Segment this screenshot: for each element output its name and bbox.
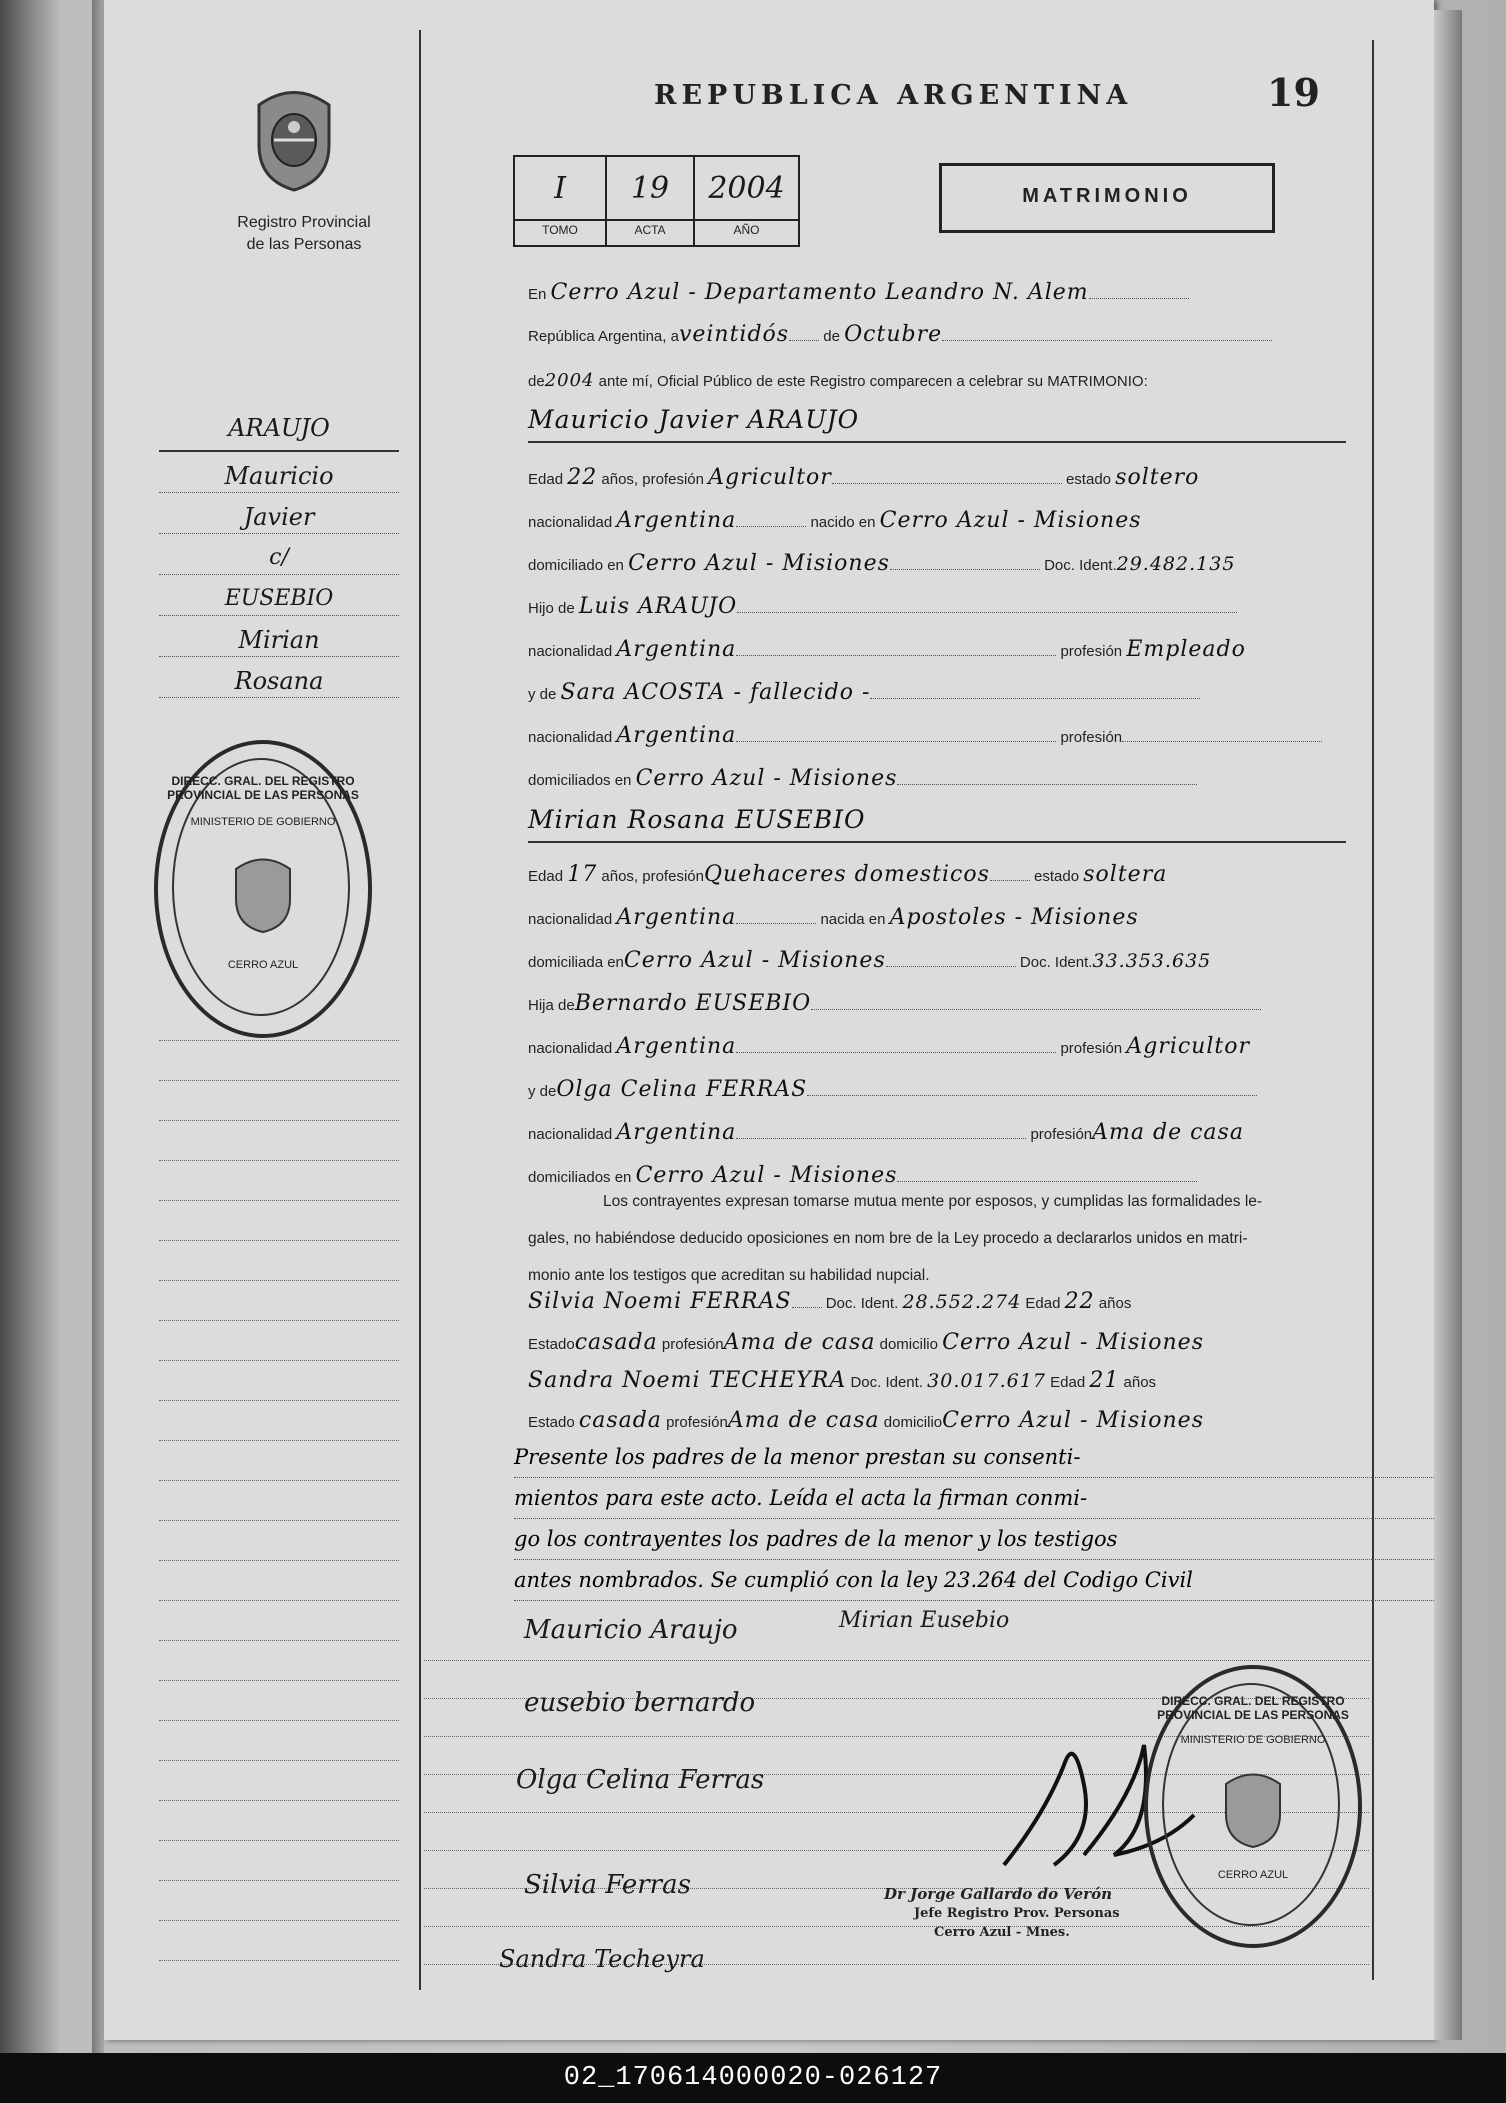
- signature-bride-father: eusebio bernardo: [524, 1688, 756, 1718]
- bride-parents-dom: Cerro Azul - Misiones: [635, 1163, 898, 1188]
- label-w1-dom: domicilio: [879, 1336, 938, 1353]
- label-nac: nacionalidad: [528, 514, 613, 531]
- row-witness1-details: [528, 1330, 1346, 1360]
- margin-ruled-line: [159, 1920, 399, 1921]
- page-edge: [1434, 10, 1462, 2040]
- groom-mother-nac: Argentina: [616, 723, 737, 748]
- margin-ruled-line: [159, 1720, 399, 1721]
- value-year: 2004: [544, 370, 595, 391]
- row-groom-nac: [528, 508, 1346, 538]
- declaration-line-3: monio ante los testigos que acreditan su habilidad nupcial.: [528, 1267, 930, 1284]
- footer-code: 02_170614000020-026127: [0, 2053, 1506, 2103]
- label-republica: República Argentina, a: [528, 328, 679, 345]
- groom-name: Mauricio Javier ARAUJO: [528, 405, 860, 434]
- label-de2: de: [528, 373, 545, 390]
- groom-domicilio: Cerro Azul - Misiones: [628, 551, 890, 576]
- margin-ruled-line: [159, 1360, 399, 1361]
- bride-domicilio: Cerro Azul - Misiones: [623, 948, 886, 973]
- label-bride-nac: nacionalidad: [528, 911, 613, 928]
- label-edad: Edad: [528, 471, 564, 488]
- margin-ruled-line: [159, 1040, 399, 1041]
- label-w1-doc: Doc. Ident.: [825, 1295, 899, 1312]
- label-bride-parents-dom: domiciliados en: [528, 1169, 632, 1186]
- label-w2-prof: profesión: [666, 1414, 728, 1431]
- doc-type: MATRIMONIO: [1022, 185, 1192, 207]
- row-groom-parents-dom: [528, 766, 1346, 796]
- signature-ruled-line: [424, 1660, 1369, 1661]
- bride-name: Mirian Rosana EUSEBIO: [528, 805, 866, 834]
- tomo-value: I: [554, 171, 566, 206]
- margin-name-6: Rosana: [159, 657, 399, 698]
- official-place: Cerro Azul - Mnes.: [934, 1925, 1070, 1940]
- groom-father-prof: Empleado: [1126, 637, 1246, 662]
- row-bride-father-nac: [528, 1034, 1346, 1064]
- witness1-name: Silvia Noemi FERRAS: [528, 1289, 792, 1314]
- label-nacido: nacido en: [810, 514, 876, 531]
- label-dom: domiciliado en: [528, 557, 624, 574]
- witness2-estado: casada: [578, 1408, 662, 1433]
- record-reference-box: [513, 155, 800, 247]
- value-day: veintidós: [678, 322, 790, 347]
- margin-name-3: c/: [159, 534, 399, 575]
- witness1-prof: Ama de casa: [723, 1330, 876, 1355]
- margin-ruled-line: [159, 1280, 399, 1281]
- label-mother-nac: nacionalidad: [528, 729, 613, 746]
- acta-value: 19: [630, 171, 670, 206]
- groom-nacido: Cerro Azul - Misiones: [879, 508, 1142, 533]
- ante-text: ante mí, Oficial Público de este Registro comparecen a celebrar su MATRIMONIO:: [598, 373, 1148, 390]
- official-title: Jefe Registro Prov. Personas: [914, 1906, 1120, 1921]
- registry-name-line2: de las Personas: [246, 236, 362, 253]
- row-bride-edad: [528, 862, 1346, 892]
- bride-edad: 17: [567, 862, 598, 887]
- tomo-label: TOMO: [542, 223, 578, 237]
- bride-nacionalidad: Argentina: [616, 905, 737, 930]
- bride-estado: soltera: [1083, 862, 1168, 887]
- label-bride-doc: Doc. Ident.: [1019, 954, 1093, 971]
- witness2-doc: 30.017.617: [927, 1370, 1046, 1392]
- signature-witness1: Silvia Ferras: [524, 1870, 691, 1900]
- document-page: [104, 0, 1434, 2040]
- ano-value: 2004: [708, 171, 785, 206]
- row-place: [528, 280, 1346, 310]
- stamp-crest-icon: [228, 854, 298, 934]
- ano-label: AÑO: [733, 223, 760, 237]
- margin-ruled-line: [159, 1240, 399, 1241]
- margin-ruled-line: [159, 1680, 399, 1681]
- label-father-prof: profesión: [1060, 643, 1123, 660]
- margin-ruled-line: [159, 1400, 399, 1401]
- right-rule: [1372, 40, 1374, 1980]
- label-anos-prof: años, profesión: [601, 471, 704, 488]
- official-stamp-left: [154, 740, 372, 1038]
- doc-type-box: [939, 163, 1275, 233]
- row-bride-mother: [528, 1077, 1346, 1107]
- label-parents-dom: domiciliados en: [528, 772, 632, 789]
- margin-ruled-line: [159, 1840, 399, 1841]
- row-groom-name: [528, 405, 1346, 443]
- row-bride-mother-nac: [528, 1120, 1346, 1150]
- stamp-left-inner-bottom: CERRO AZUL: [227, 959, 299, 971]
- label-bride-father-nac: nacionalidad: [528, 1040, 613, 1057]
- bride-father-prof: Agricultor: [1126, 1034, 1250, 1059]
- row-bride-father: [528, 991, 1346, 1021]
- label-bride-mother-nac: nacionalidad: [528, 1126, 613, 1143]
- label-bride-father-prof: profesión: [1060, 1040, 1123, 1057]
- groom-father-nac: Argentina: [616, 637, 737, 662]
- margin-ruled-line: [159, 1480, 399, 1481]
- label-hijo: Hijo de: [528, 600, 575, 617]
- signature-bride-mother: Olga Celina Ferras: [516, 1765, 765, 1795]
- margin-ruled-line: [159, 1880, 399, 1881]
- row-date: [528, 322, 1346, 352]
- label-w1-estado: Estado: [528, 1336, 575, 1353]
- label-nacida: nacida en: [820, 911, 886, 928]
- row-groom-edad: [528, 465, 1346, 495]
- label-w1-edad: Edad: [1025, 1295, 1061, 1312]
- official-name: Dr Jorge Gallardo do Verón: [884, 1885, 1112, 1903]
- witness1-dom: Cerro Azul - Misiones: [942, 1330, 1204, 1355]
- margin-ruled-line: [159, 1640, 399, 1641]
- label-father-nac: nacionalidad: [528, 643, 613, 660]
- label-w2-estado: Estado: [528, 1414, 575, 1431]
- witness2-dom: Cerro Azul - Misiones: [942, 1408, 1204, 1433]
- margin-rule: [419, 30, 421, 1990]
- label-bride-dom: domiciliada en: [528, 954, 624, 971]
- value-place: Cerro Azul - Departamento Leandro N. Alem: [550, 280, 1089, 305]
- label-bride-anos-prof: años, profesión: [601, 868, 704, 885]
- margin-surname: ARAUJO: [159, 410, 399, 452]
- row-bride-dom: [528, 948, 1346, 978]
- label-w1-anos: años: [1098, 1295, 1132, 1312]
- stamp-right-ring: DIRECC. GRAL. DEL REGISTRO PROVINCIAL DE LAS PERSONAS: [1157, 1694, 1349, 1722]
- row-groom-mother: [528, 680, 1346, 710]
- margin-ruled-line: [159, 1600, 399, 1601]
- stamp-left-inner-top: MINISTERIO DE GOBIERNO: [190, 816, 336, 828]
- row-groom-father: [528, 594, 1346, 624]
- bride-mother-prof: Ama de casa: [1092, 1120, 1244, 1145]
- value-month: Octubre: [844, 322, 943, 347]
- margin-name-5: Mirian: [159, 616, 399, 657]
- row-witness2: [528, 1368, 1346, 1398]
- official-stamp-right: [1144, 1665, 1362, 1948]
- margin-ruled-line: [159, 1160, 399, 1161]
- declaration-text: [528, 1183, 1448, 1294]
- stamp-right-inner-top: MINISTERIO DE GOBIERNO: [1180, 1734, 1326, 1746]
- witness2-name: Sandra Noemi TECHEYRA: [528, 1368, 847, 1393]
- acta-label: ACTA: [634, 223, 666, 237]
- country-heading: REPUBLICA ARGENTINA: [654, 80, 1133, 111]
- label-estado: estado: [1065, 471, 1112, 488]
- groom-edad: 22: [567, 465, 598, 490]
- witness2-prof: Ama de casa: [727, 1408, 880, 1433]
- label-yde: y de: [528, 686, 557, 703]
- label-doc: Doc. Ident.: [1044, 557, 1117, 574]
- label-de: de: [823, 328, 840, 345]
- groom-parents-dom: Cerro Azul - Misiones: [635, 766, 898, 791]
- label-bride-mother-prof: profesión: [1030, 1126, 1093, 1143]
- stamp-left-ring: DIRECC. GRAL. DEL REGISTRO PROVINCIAL DE LAS PERSONAS: [167, 774, 359, 802]
- groom-nacionalidad: Argentina: [616, 508, 737, 533]
- bride-nacida: Apostoles - Misiones: [889, 905, 1139, 930]
- witness1-estado: casada: [574, 1330, 658, 1355]
- bride-doc: 33.353.635: [1092, 950, 1212, 972]
- label-bride-yde: y de: [528, 1083, 557, 1100]
- bride-mother-nac: Argentina: [616, 1120, 737, 1145]
- witness1-doc: 28.552.274: [902, 1291, 1022, 1313]
- margin-ruled-line: [159, 1760, 399, 1761]
- note-line-3: go los contrayentes los padres de la menor y los testigos: [514, 1519, 1434, 1560]
- page-number: 19: [1267, 70, 1320, 115]
- row-year: [528, 370, 1346, 400]
- groom-mother: Sara ACOSTA - fallecido -: [560, 680, 871, 705]
- bride-father-nac: Argentina: [616, 1034, 737, 1059]
- row-witness1: [528, 1289, 1346, 1319]
- row-groom-mother-nac: [528, 723, 1346, 753]
- notes-block: [514, 1437, 1434, 1601]
- label-mother-prof: profesión: [1060, 729, 1123, 746]
- label-bride-estado: estado: [1034, 868, 1080, 885]
- row-bride-name: [528, 805, 1346, 843]
- groom-doc: 29.482.135: [1116, 553, 1236, 575]
- label-w1-prof: profesión: [661, 1336, 724, 1353]
- label-hija: Hija de: [528, 997, 575, 1014]
- registry-name-line1: Registro Provincial: [237, 214, 371, 231]
- margin-ruled-line: [159, 1080, 399, 1081]
- row-groom-father-nac: [528, 637, 1346, 667]
- witness1-edad: 22: [1064, 1289, 1095, 1314]
- stamp-crest-icon: [1218, 1769, 1288, 1849]
- label-w2-dom: domicilio: [883, 1414, 943, 1431]
- label-w2-anos: años: [1123, 1374, 1157, 1391]
- margin-annotation: [159, 410, 399, 698]
- label-w2-doc: Doc. Ident.: [850, 1374, 923, 1391]
- coat-of-arms-icon: [249, 85, 339, 195]
- margin-ruled-line: [159, 1320, 399, 1321]
- margin-name-4: EUSEBIO: [159, 575, 399, 616]
- margin-ruled-line: [159, 1960, 399, 1961]
- row-witness2-details: [528, 1408, 1346, 1438]
- margin-ruled-line: [159, 1440, 399, 1441]
- row-groom-dom: [528, 551, 1346, 581]
- margin-ruled-line: [159, 1120, 399, 1121]
- groom-father: Luis ARAUJO: [578, 594, 738, 619]
- book-spine: [92, 0, 104, 2053]
- margin-ruled-line: [159, 1560, 399, 1561]
- declaration-line-1: Los contrayentes expresan tomarse mutua mente por esposos, y cumplidas las formalidades le-: [603, 1193, 1263, 1210]
- label-w2-edad: Edad: [1050, 1374, 1086, 1391]
- note-line-4: antes nombrados. Se cumplió con la ley 23.264 del Codigo Civil: [514, 1560, 1434, 1601]
- groom-profesion: Agricultor: [708, 465, 832, 490]
- margin-ruled-line: [159, 1800, 399, 1801]
- stamp-right-inner-bottom: CERRO AZUL: [1217, 1869, 1289, 1881]
- margin-name-1: Mauricio: [159, 452, 399, 493]
- bride-profesion: Quehaceres domesticos: [703, 862, 990, 887]
- label-bride-edad: Edad: [528, 868, 564, 885]
- note-line-2: mientos para este acto. Leída el acta la firman conmi-: [514, 1478, 1434, 1519]
- margin-name-2: Javier: [159, 493, 399, 534]
- groom-estado: soltero: [1115, 465, 1200, 490]
- witness2-edad: 21: [1089, 1368, 1120, 1393]
- margin-ruled-line: [159, 1200, 399, 1201]
- official-block: [884, 1885, 1214, 1942]
- signature-groom: Mauricio Araujo: [524, 1615, 738, 1645]
- note-line-1: Presente los padres de la menor prestan su consenti-: [514, 1437, 1434, 1478]
- bride-mother: Olga Celina FERRAS: [556, 1077, 808, 1102]
- row-bride-nac: [528, 905, 1346, 935]
- bride-father: Bernardo EUSEBIO: [574, 991, 812, 1016]
- signature-bride: Mirian Eusebio: [839, 1608, 1010, 1633]
- declaration-line-2: gales, no habiéndose deducido oposiciones en nom bre de la Ley procedo a declararlos unidos en matri-: [528, 1230, 1248, 1247]
- margin-ruled-line: [159, 1520, 399, 1521]
- label-en: En: [528, 286, 547, 303]
- signature-witness2: Sandra Techeyra: [499, 1945, 705, 1973]
